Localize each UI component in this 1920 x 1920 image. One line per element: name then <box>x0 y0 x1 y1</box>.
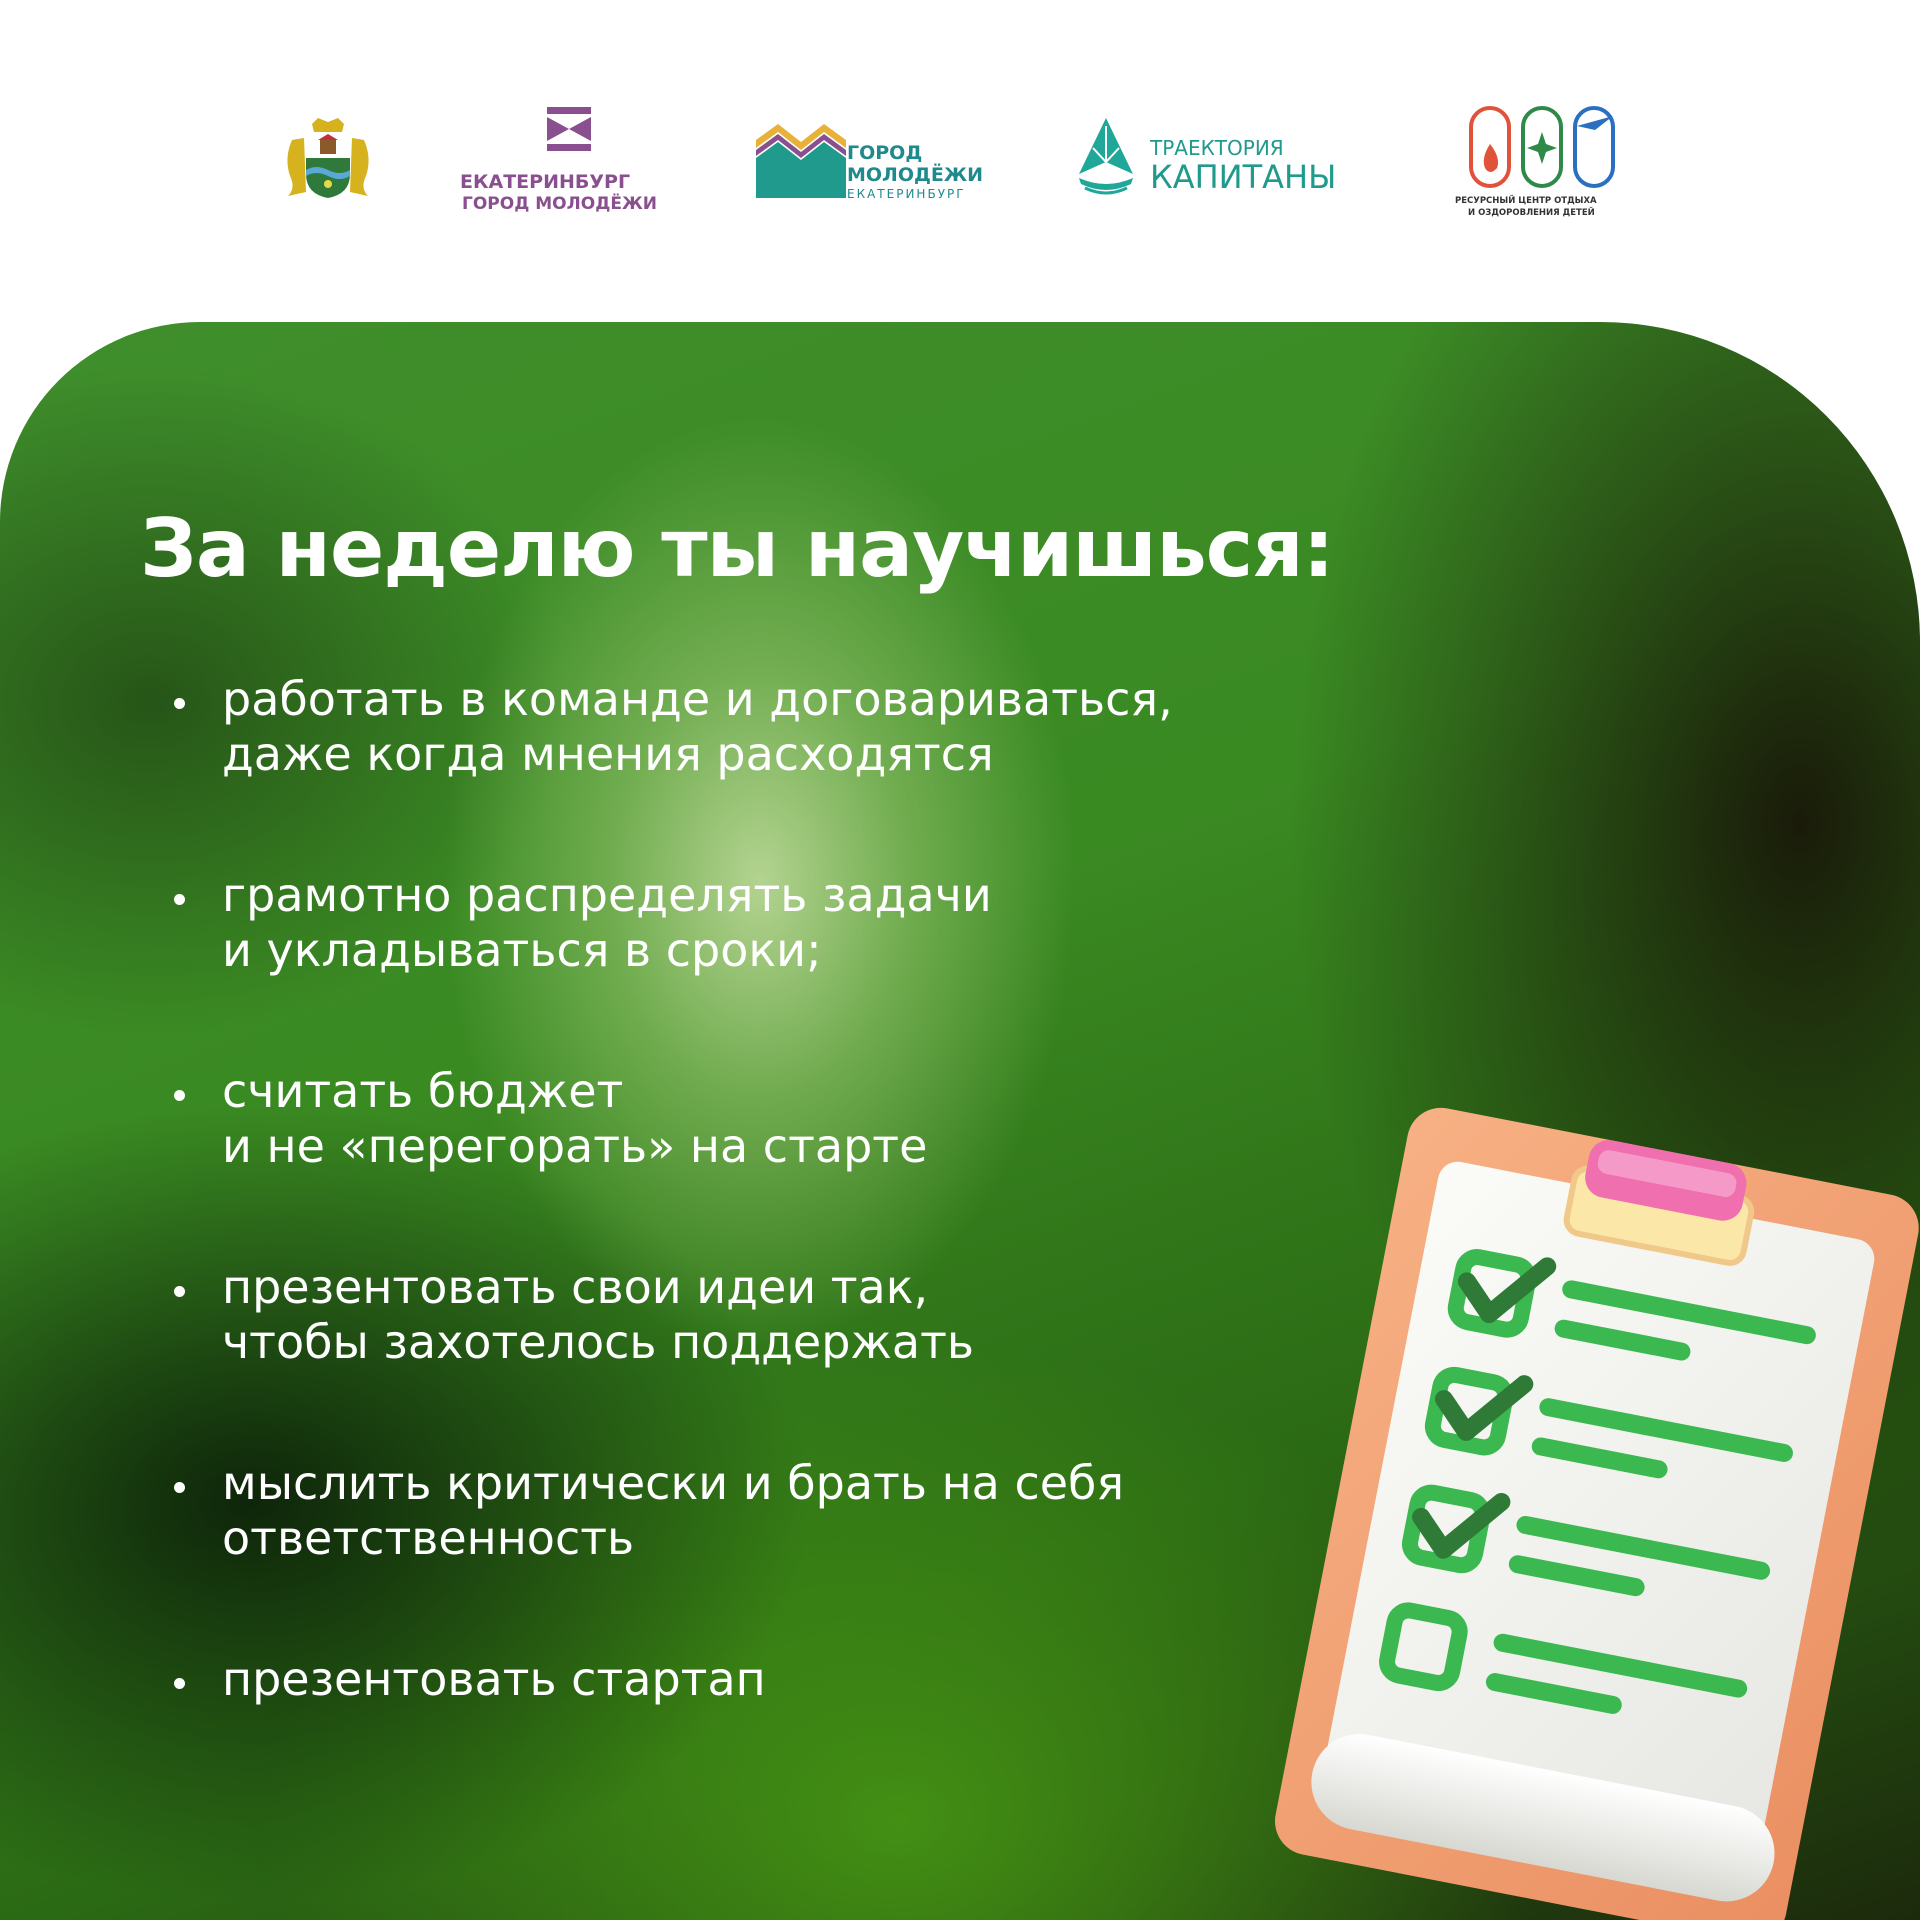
list-item <box>170 672 1370 782</box>
skills-list <box>170 672 1370 1707</box>
list-item <box>170 1064 1370 1174</box>
coat-of-arms-icon <box>282 118 374 200</box>
resource-line1: РЕСУРСНЫЙ ЦЕНТР ОТДЫХА <box>1455 196 1597 206</box>
list-item-line: работать в команде и договариваться, <box>222 672 1173 726</box>
list-item <box>170 1652 1370 1707</box>
trajectory-captains-logo <box>1075 118 1365 200</box>
content-panel <box>0 322 1920 1920</box>
list-item-line: считать бюджет <box>222 1064 624 1118</box>
list-item-line: мыслить критически и брать на себя <box>222 1456 1125 1510</box>
list-item-line: и укладываться в сроки; <box>222 923 822 977</box>
page-title: За неделю ты научишься: <box>140 502 1334 595</box>
resource-center-logo <box>1455 104 1625 222</box>
three-capsules-icon <box>1467 104 1617 190</box>
mountains-icon <box>756 120 846 198</box>
list-item <box>170 1456 1370 1566</box>
resource-line2: И ОЗДОРОВЛЕНИЯ ДЕТЕЙ <box>1468 208 1595 218</box>
ekb-youth-logo <box>460 105 680 215</box>
list-item-line: ответственность <box>222 1511 635 1565</box>
gorod-line3: ЕКАТЕРИНБУРГ <box>847 187 966 201</box>
partner-logos <box>0 0 1920 320</box>
list-item-line: и не «перегорать» на старте <box>222 1119 928 1173</box>
list-item-line: презентовать стартап <box>222 1652 766 1706</box>
gorod-molodezhi-logo <box>756 120 996 200</box>
list-item <box>170 1260 1370 1370</box>
list-item-line: даже когда мнения расходятся <box>222 727 994 781</box>
sail-icon <box>1075 118 1137 198</box>
ekb-youth-line2: ГОРОД МОЛОДЁЖИ <box>462 194 657 214</box>
trajectory-line1: ТРАЕКТОРИЯ <box>1150 136 1284 160</box>
list-item-line: грамотно распределять задачи <box>222 868 992 922</box>
trajectory-line2: КАПИТАНЫ <box>1150 158 1337 196</box>
m-letter-icon <box>543 105 595 153</box>
gorod-line2: МОЛОДЁЖИ <box>847 164 984 186</box>
list-item-line: чтобы захотелось поддержать <box>222 1315 974 1369</box>
clipboard-checklist-icon <box>1250 1082 1920 1920</box>
ekb-youth-line1: ЕКАТЕРИНБУРГ <box>460 171 631 193</box>
list-item-line: презентовать свои идеи так, <box>222 1260 929 1314</box>
gorod-line1: ГОРОД <box>847 142 923 164</box>
list-item <box>170 868 1370 978</box>
